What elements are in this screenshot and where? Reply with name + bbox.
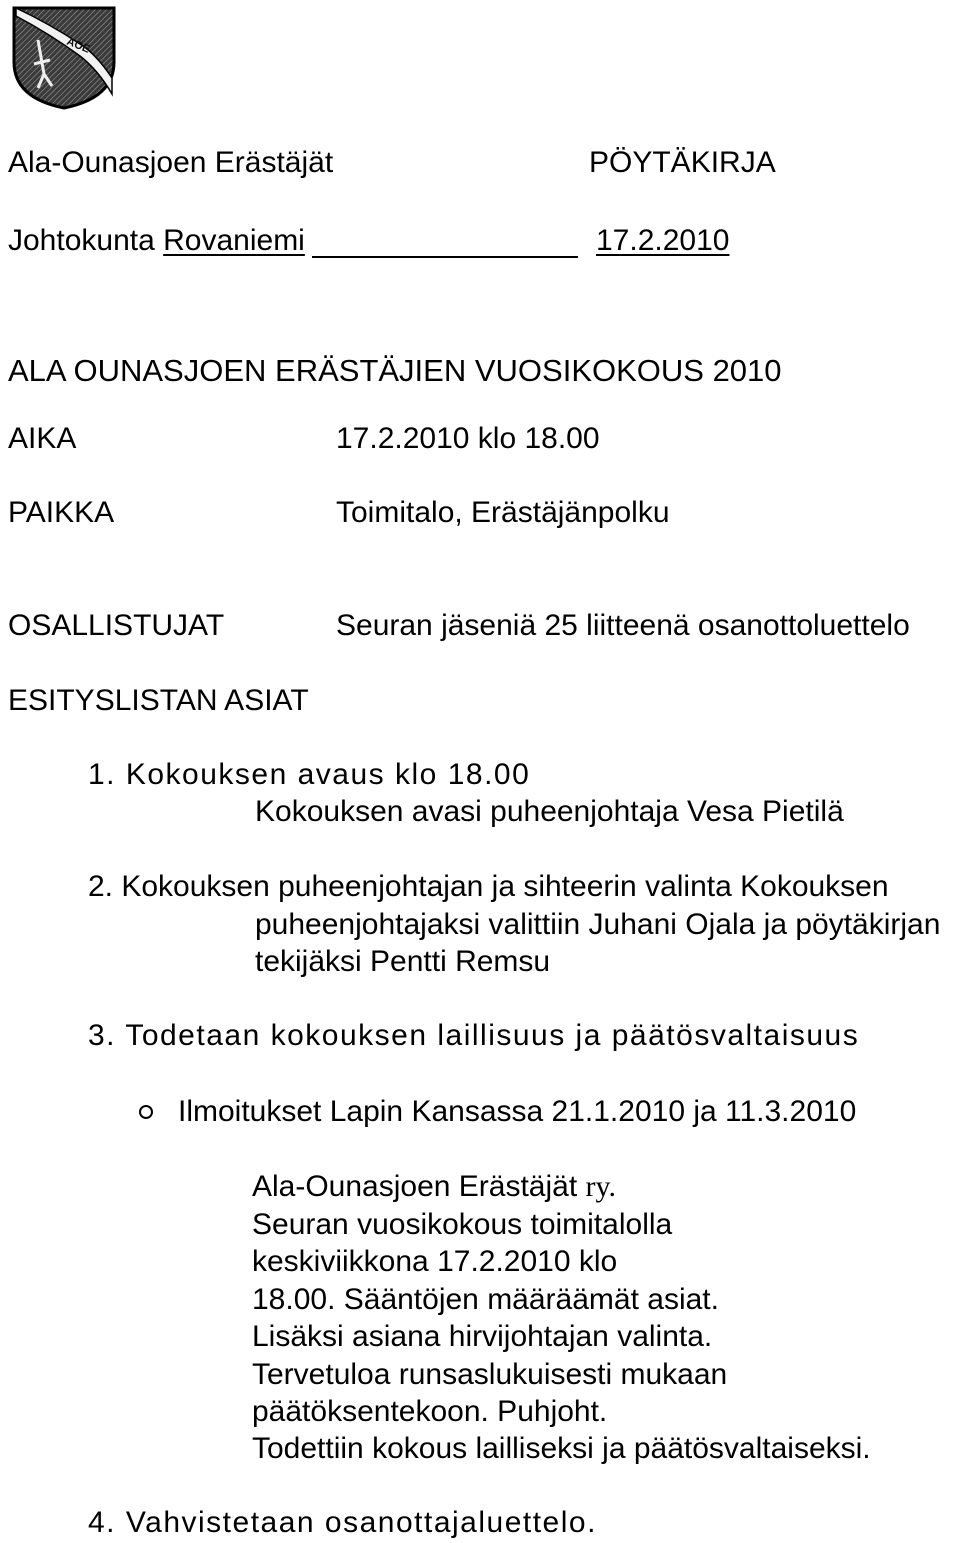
agenda-item-3-title: 3. Todetaan kokouksen laillisuus ja päätösvaltaisuus	[88, 1019, 860, 1052]
document-title: ALA OUNASJOEN ERÄSTÄJIEN VUOSIKOKOUS 2010	[8, 353, 782, 388]
coat-of-arms-icon	[10, 4, 118, 110]
time-label: AIKA	[8, 422, 77, 455]
notice-line-4: 18.00. Sääntöjen määräämät asiat.	[252, 1283, 719, 1316]
board-line	[8, 226, 305, 256]
agenda-heading: ESITYSLISTAN ASIAT	[8, 684, 309, 717]
participants-label: OSALLISTUJAT	[8, 609, 225, 642]
agenda-item-2-text-2: tekijäksi Pentti Remsu	[255, 945, 551, 978]
place-label: PAIKKA	[8, 496, 115, 529]
agenda-item-1-title: 1. Kokouksen avaus klo 18.00	[88, 758, 531, 791]
agenda-item-2-title: 2. Kokouksen puheenjohtajan ja sihteerin valinta Kokouksen	[88, 870, 889, 903]
board-label: Johtokunta	[8, 224, 164, 257]
notice-line-6: Tervetuloa runsaslukuisesti mukaan	[252, 1358, 728, 1391]
time-value: 17.2.2010 klo 18.00	[336, 422, 600, 455]
participants-value: Seuran jäseniä 25 liitteenä osanottoluettelo	[336, 609, 910, 642]
notice-org: Ala-Ounasjoen Erästäjät	[252, 1170, 586, 1203]
notice-line-7: päätöksentekoon. Puhjoht.	[252, 1395, 608, 1428]
notice-line-1	[252, 1172, 616, 1202]
place-value: Toimitalo, Erästäjänpolku	[336, 496, 670, 529]
agenda-item-4-title: 4. Vahvistetaan osanottajaluettelo.	[88, 1506, 597, 1539]
notice-line-8: Todettiin kokous lailliseksi ja päätösvaltaiseksi.	[252, 1432, 871, 1465]
blank-line	[312, 256, 578, 258]
document-type: PÖYTÄKIRJA	[589, 146, 776, 179]
notice-org-suffix: ry.	[585, 1170, 617, 1203]
agenda-item-3-bullet: Ilmoitukset Lapin Kansassa 21.1.2010 ja 11.3.2010	[178, 1095, 857, 1128]
notice-line-3: keskiviikkona 17.2.2010 klo	[252, 1245, 618, 1278]
meeting-date: 17.2.2010	[596, 224, 730, 257]
notice-line-5: Lisäksi asiana hirvijohtajan valinta.	[252, 1320, 713, 1353]
meeting-place: Rovaniemi	[163, 224, 305, 257]
logo-text: AOE	[64, 35, 92, 56]
notice-line-2: Seuran vuosikokous toimitalolla	[252, 1208, 673, 1241]
bullet-icon	[139, 1105, 153, 1119]
org-name: Ala-Ounasjoen Erästäjät	[8, 146, 334, 179]
agenda-item-1-text: Kokouksen avasi puheenjohtaja Vesa Pietilä	[255, 795, 844, 828]
agenda-item-2-text-1: puheenjohtajaksi valittiin Juhani Ojala ja pöytäkirjan	[255, 908, 941, 941]
